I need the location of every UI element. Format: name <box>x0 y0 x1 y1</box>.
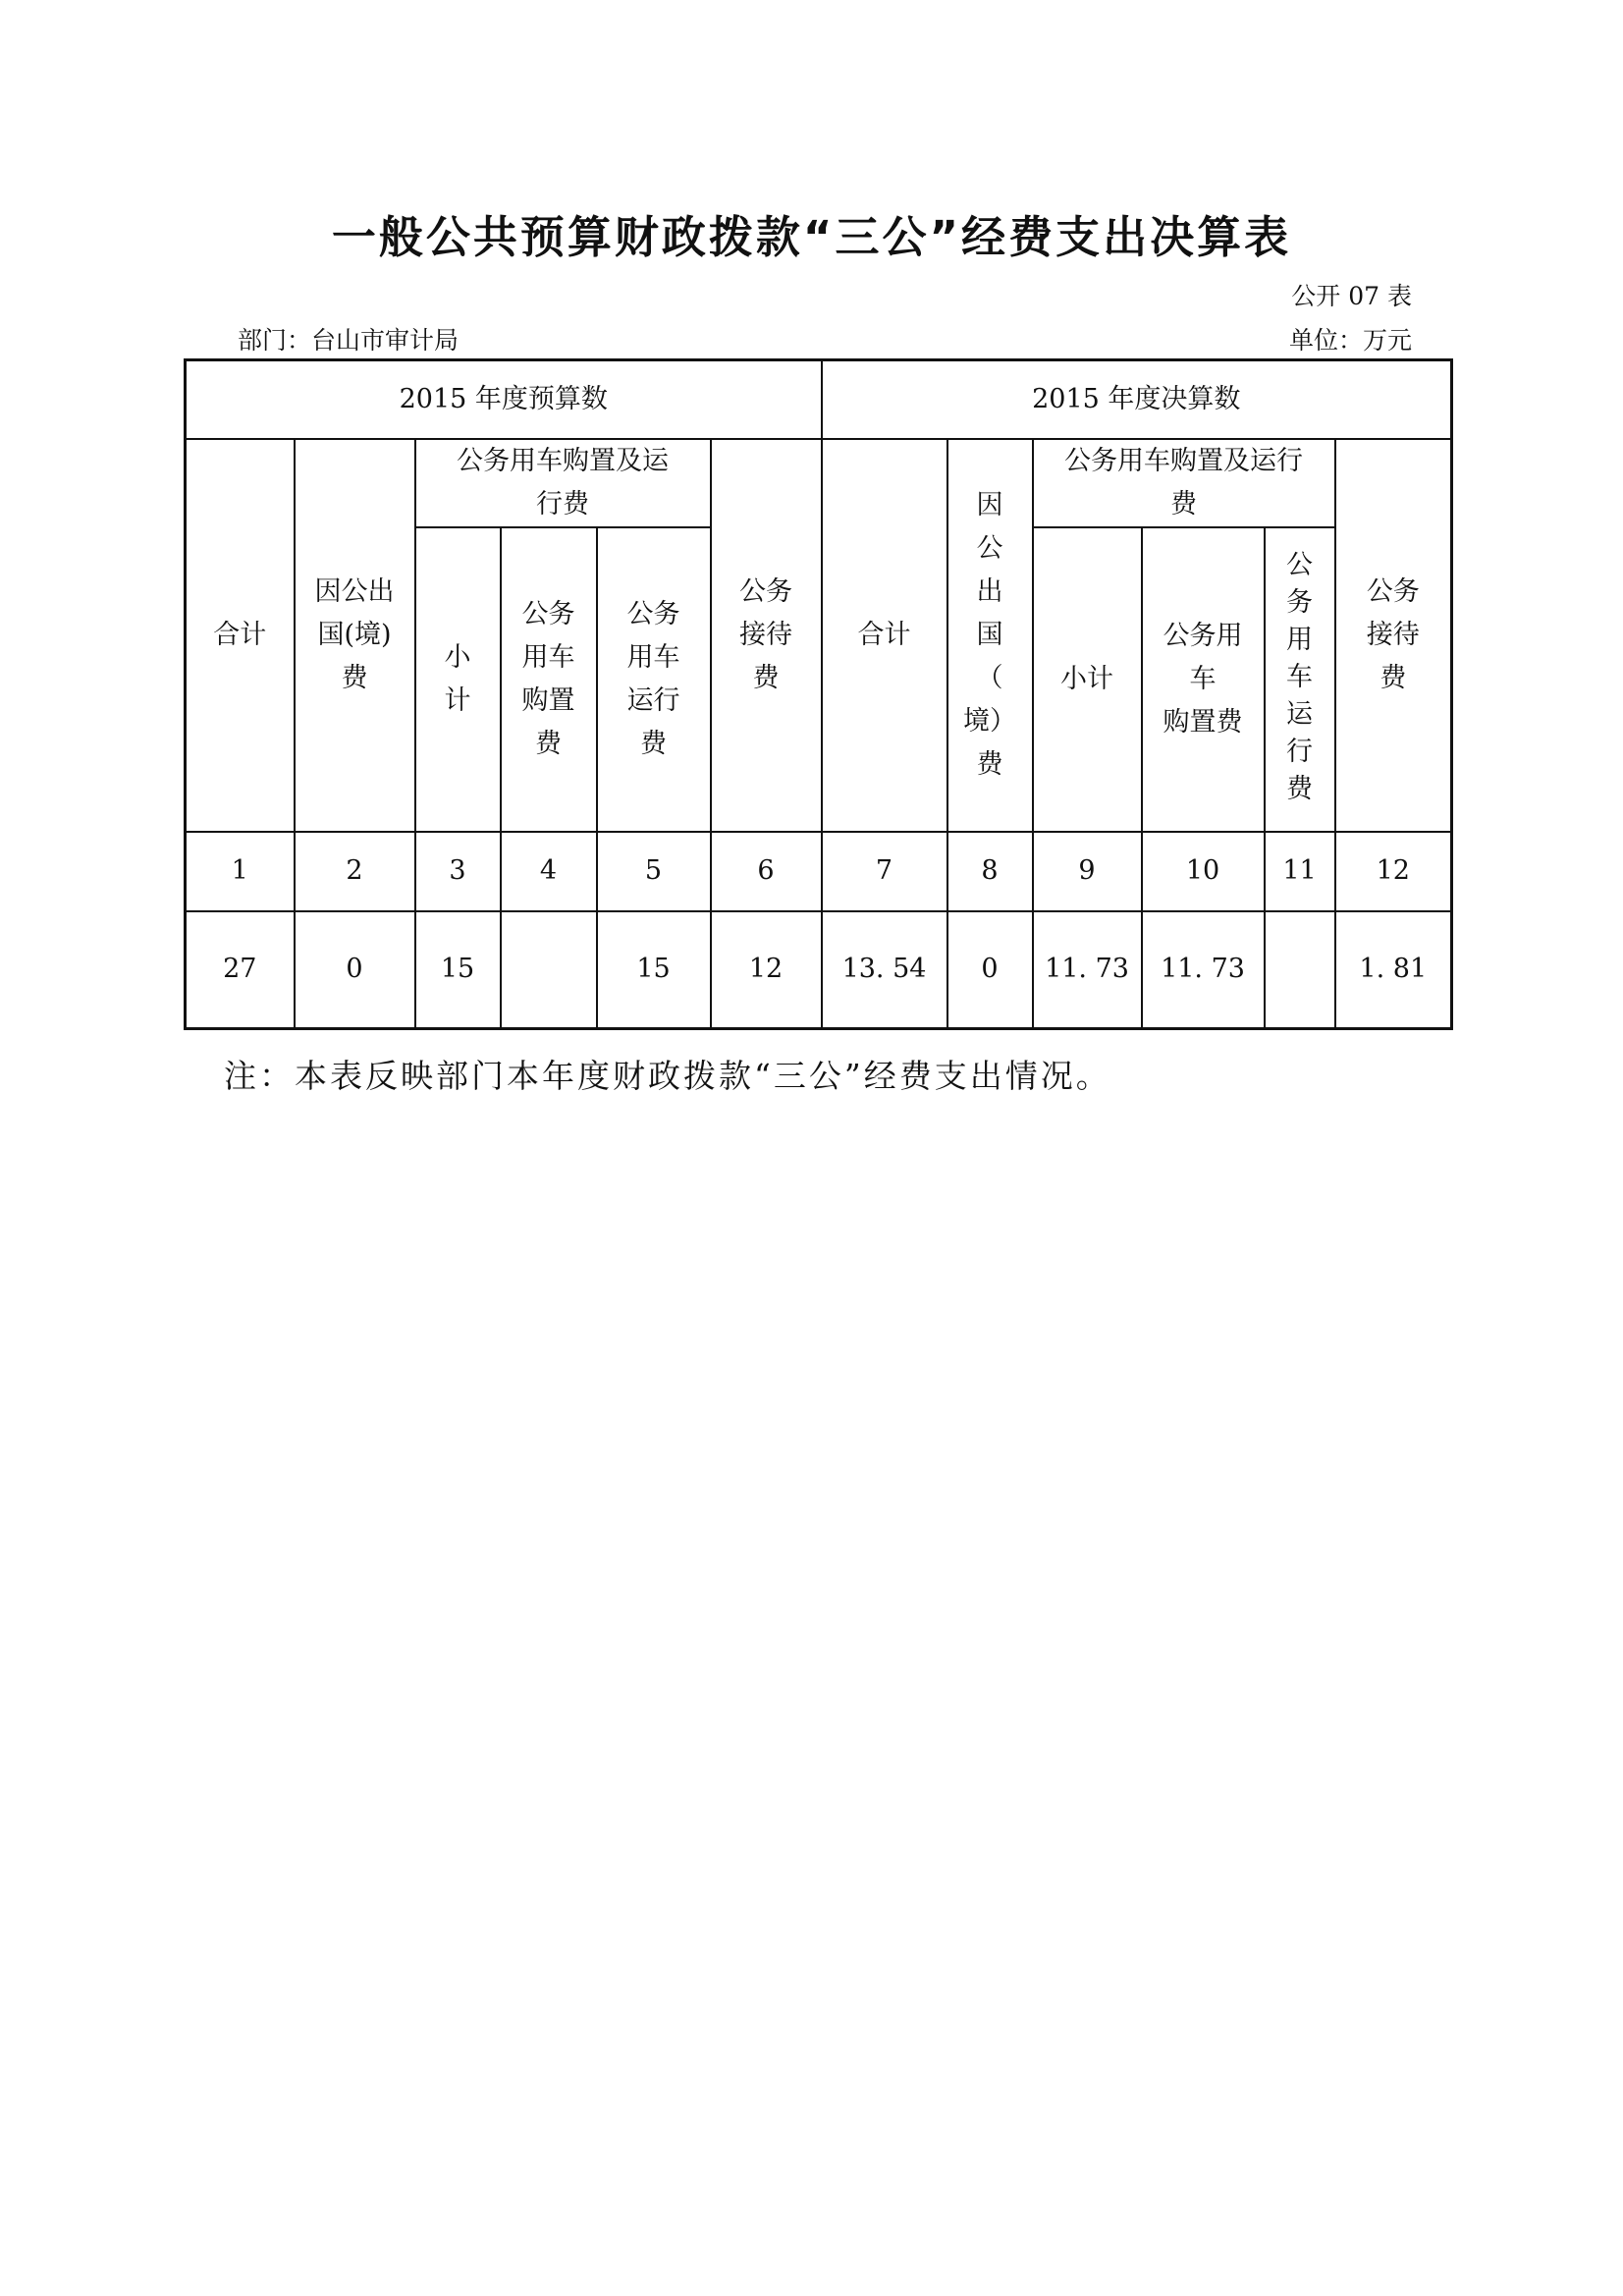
final-abroad-header: 因 公 出 国 （ 境） 费 <box>947 439 1033 832</box>
table-code: 公开 07 表 <box>1291 282 1412 310</box>
expenditure-table <box>184 358 1453 1030</box>
budget-vehicle-purchase-value <box>501 911 597 1029</box>
final-group-header: 2015 年度决算数 <box>822 360 1452 439</box>
budget-vehicle-group-header: 公务用车购置及运 行费 <box>415 439 711 527</box>
budget-vehicle-subtotal-header: 小 计 <box>415 527 501 832</box>
budget-vehicle-operation-header: 公务 用车 运行 费 <box>597 527 711 832</box>
column-number-row <box>186 832 1452 911</box>
column-number: 3 <box>415 832 501 911</box>
unit-label: 单位：万元 <box>1288 326 1412 355</box>
final-vehicle-purchase-header: 公务用 车 购置费 <box>1142 527 1265 832</box>
budget-vehicle-subtotal-value: 15 <box>415 911 501 1029</box>
final-total-value: 13. 54 <box>822 911 947 1029</box>
final-total-header: 合计 <box>822 439 947 832</box>
column-number: 10 <box>1142 832 1265 911</box>
budget-reception-header: 公务 接待 费 <box>711 439 822 832</box>
final-vehicle-operation-value <box>1265 911 1335 1029</box>
footnote: 注：本表反映部门本年度财政拨款“三公”经费支出情况。 <box>224 1057 1111 1095</box>
budget-vehicle-purchase-header: 公务 用车 购置 费 <box>501 527 597 832</box>
column-number: 5 <box>597 832 711 911</box>
budget-total-value: 27 <box>186 911 295 1029</box>
column-number: 11 <box>1265 832 1335 911</box>
column-number: 7 <box>822 832 947 911</box>
final-abroad-value: 0 <box>947 911 1033 1029</box>
header-row-1 <box>186 439 1452 527</box>
column-number: 1 <box>186 832 295 911</box>
column-number: 6 <box>711 832 822 911</box>
final-vehicle-subtotal-header: 小计 <box>1033 527 1142 832</box>
column-number: 8 <box>947 832 1033 911</box>
column-number: 2 <box>295 832 415 911</box>
budget-vehicle-operation-value: 15 <box>597 911 711 1029</box>
final-vehicle-group-header: 公务用车购置及运行 费 <box>1033 439 1335 527</box>
budget-abroad-value: 0 <box>295 911 415 1029</box>
column-number: 9 <box>1033 832 1142 911</box>
final-vehicle-purchase-value: 11. 73 <box>1142 911 1265 1029</box>
value-row <box>186 911 1452 1029</box>
department-label: 部门：台山市审计局 <box>238 326 460 355</box>
budget-group-header: 2015 年度预算数 <box>186 360 822 439</box>
budget-total-header: 合计 <box>186 439 295 832</box>
budget-reception-value: 12 <box>711 911 822 1029</box>
column-number: 4 <box>501 832 597 911</box>
final-vehicle-subtotal-value: 11. 73 <box>1033 911 1142 1029</box>
final-reception-header: 公务 接待 费 <box>1335 439 1452 832</box>
final-reception-value: 1. 81 <box>1335 911 1452 1029</box>
budget-abroad-header: 因公出 国(境) 费 <box>295 439 415 832</box>
column-number: 12 <box>1335 832 1452 911</box>
final-vehicle-operation-header: 公 务 用 车 运 行 费 <box>1265 527 1335 832</box>
page-title: 一般公共预算财政拨款“三公”经费支出决算表 <box>331 211 1292 263</box>
group-header-row <box>186 360 1452 439</box>
